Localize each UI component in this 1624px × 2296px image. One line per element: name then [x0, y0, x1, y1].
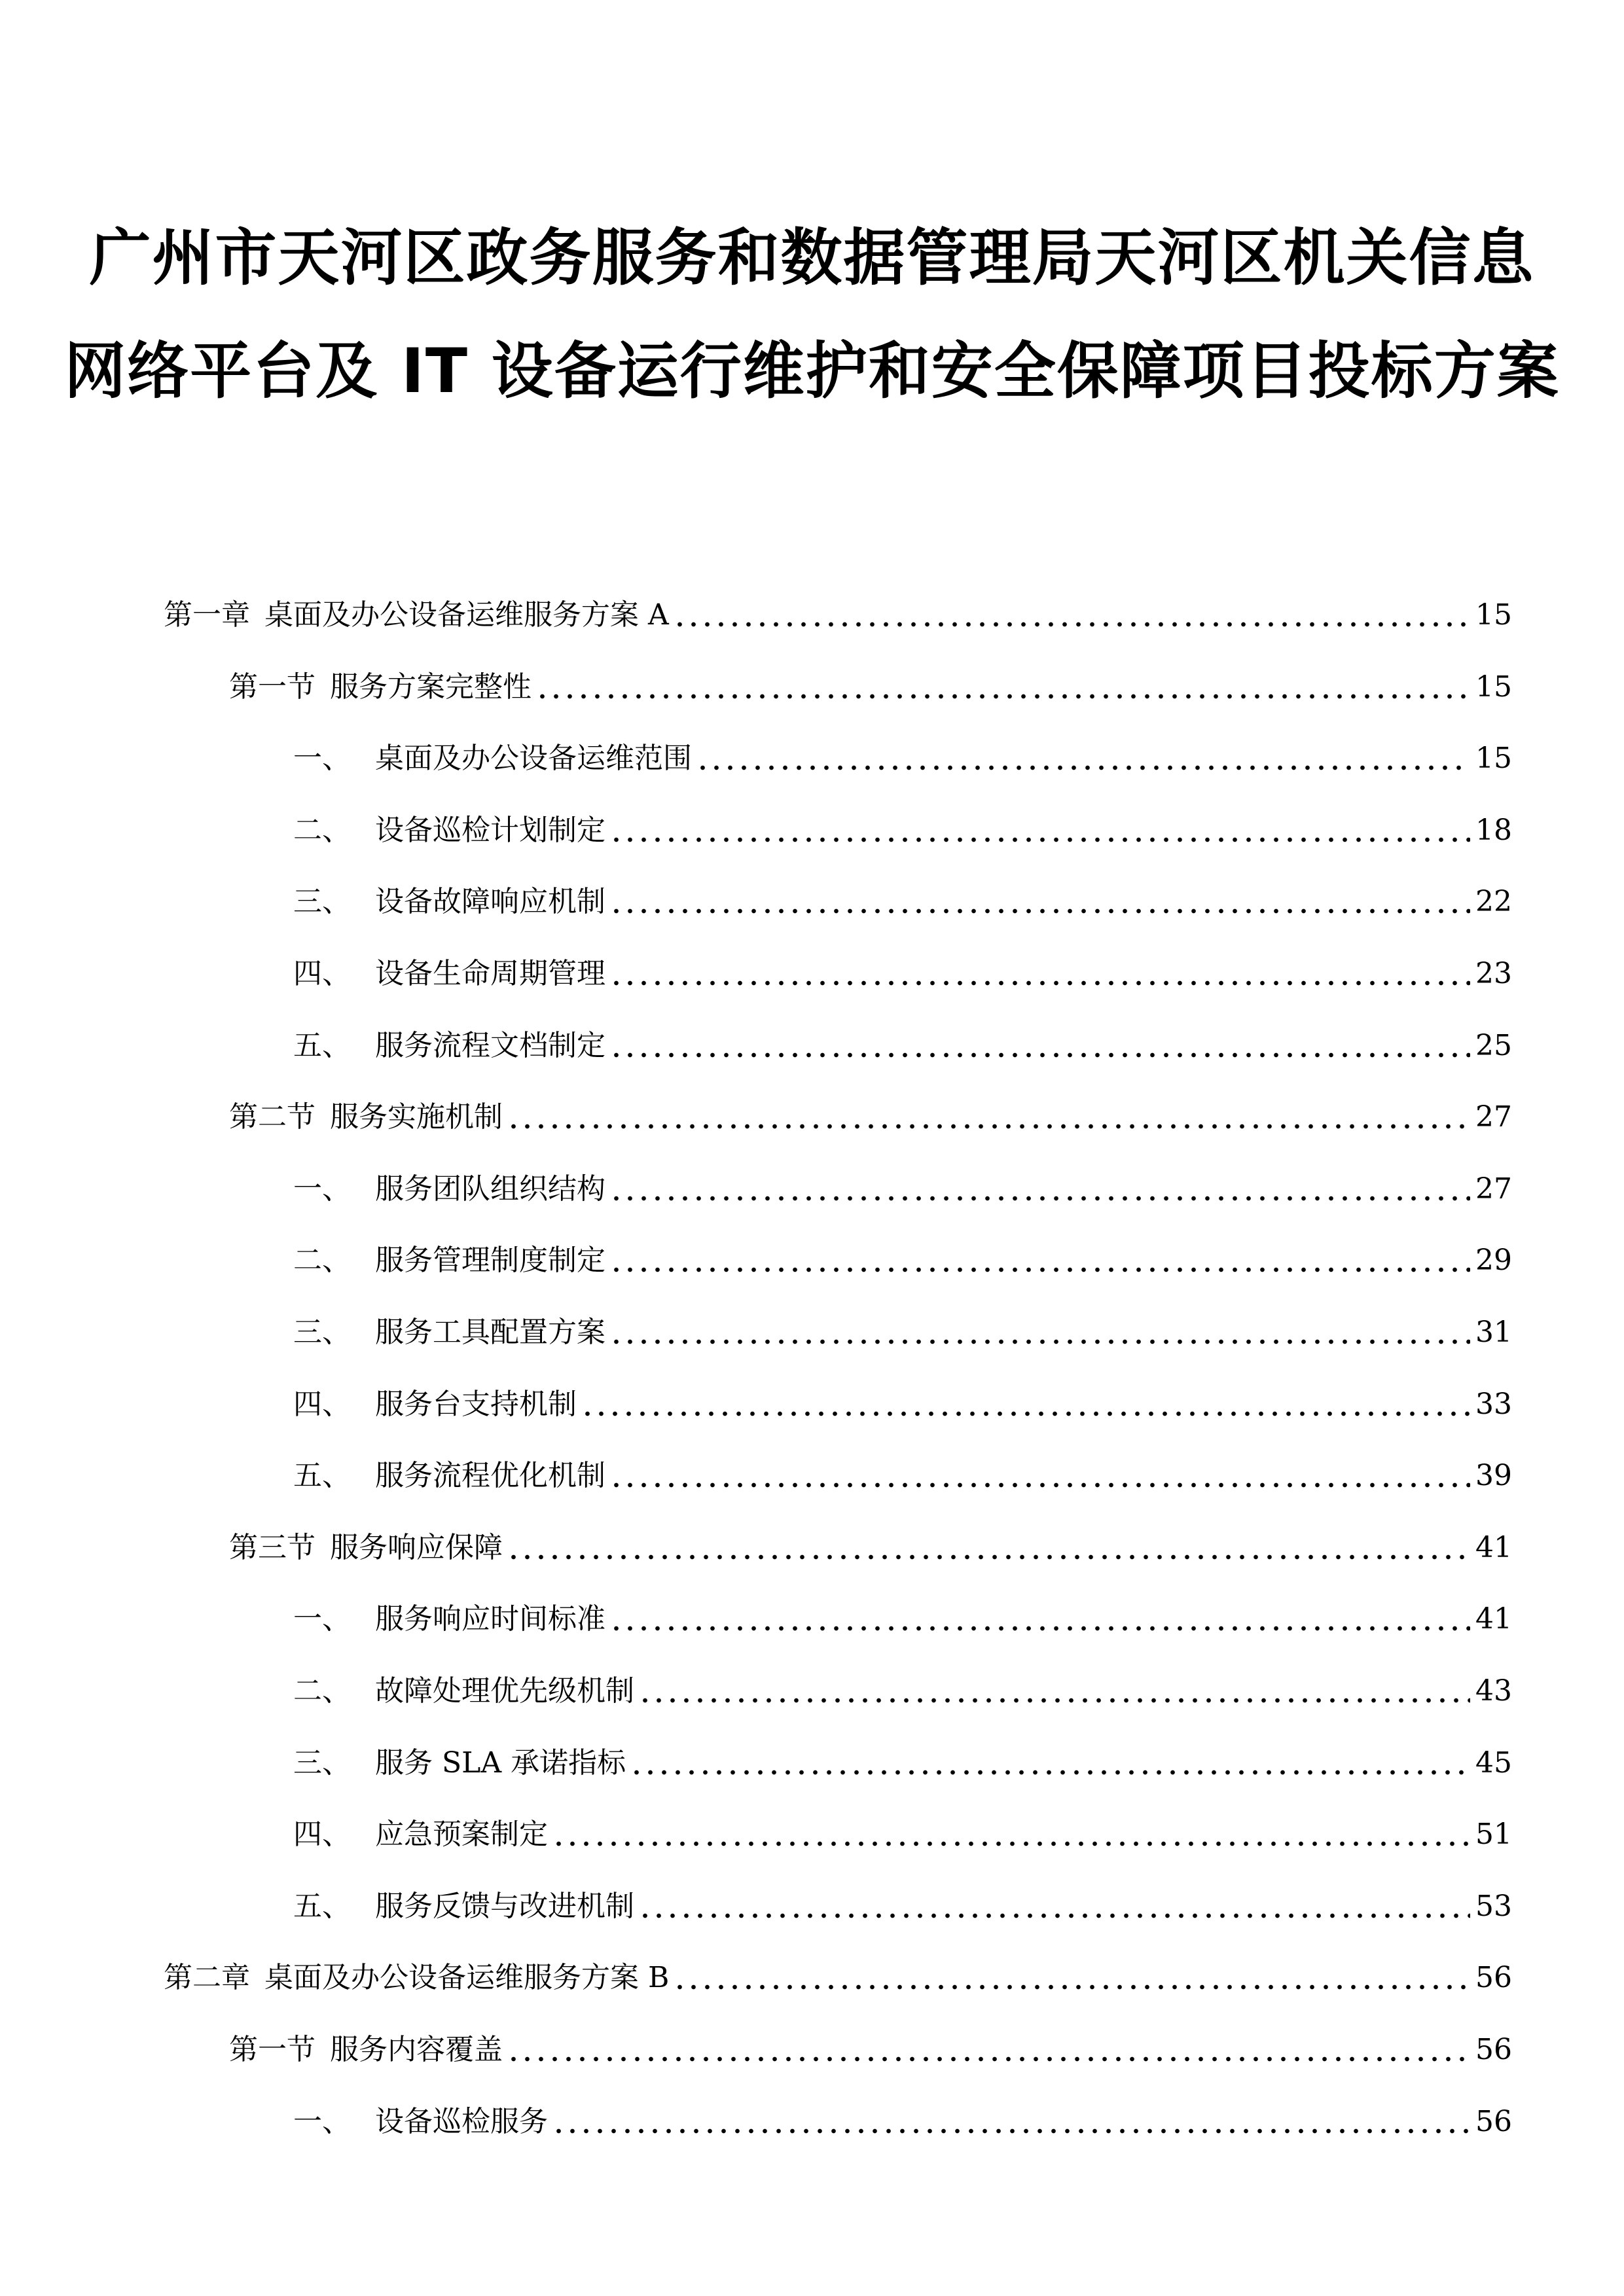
toc-entry-number: 五、 — [293, 1890, 351, 1923]
toc-entry-page-number: 31 — [1475, 1316, 1512, 1349]
toc-dot-leader — [609, 1023, 1470, 1069]
toc-entry-number: 四、 — [293, 1388, 351, 1421]
toc-entry-label — [164, 592, 669, 638]
toc-dot-leader — [609, 1310, 1470, 1355]
toc-entry-title: 服务方案完整性 — [330, 670, 532, 704]
toc-dot-leader — [535, 664, 1470, 710]
toc-entry[interactable] — [293, 879, 1512, 925]
toc-entry[interactable] — [164, 592, 1512, 638]
toc-entry-title: 服务响应时间标准 — [375, 1602, 605, 1636]
toc-entry-page-number: 27 — [1475, 1100, 1512, 1134]
toc-entry-page-number: 15 — [1475, 598, 1512, 632]
toc-entry[interactable] — [293, 1310, 1512, 1355]
toc-entry[interactable] — [293, 1668, 1512, 1714]
toc-entry-label — [293, 1668, 634, 1714]
toc-entry[interactable] — [229, 664, 1512, 710]
toc-dot-leader — [609, 1596, 1470, 1642]
toc-entry-number: 第二章 — [164, 1961, 250, 1994]
toc-entry-number: 第二节 — [229, 1100, 316, 1134]
toc-entry[interactable] — [293, 736, 1512, 781]
toc-entry-page-number: 56 — [1475, 2033, 1512, 2066]
toc-entry-title: 故障处理优先级机制 — [375, 1674, 634, 1708]
toc-dot-leader — [638, 1884, 1470, 1929]
toc-entry-page-number: 18 — [1475, 814, 1512, 847]
toc-dot-leader — [507, 1525, 1470, 1571]
toc-entry-page-number: 56 — [1475, 2105, 1512, 2138]
toc-entry-page-number: 33 — [1475, 1388, 1512, 1421]
toc-entry-number: 二、 — [293, 1244, 351, 1277]
document-title-line-1: 广州市天河区政务服务和数据管理局天河区机关信息 — [89, 223, 1535, 294]
toc-entry[interactable] — [293, 1884, 1512, 1929]
toc-dot-leader — [630, 1740, 1470, 1786]
toc-dot-leader — [609, 1238, 1470, 1283]
toc-entry[interactable] — [229, 2027, 1512, 2073]
toc-entry-page-number: 56 — [1475, 1961, 1512, 1994]
toc-entry-title: 服务反馈与改进机制 — [375, 1890, 634, 1923]
toc-entry-title: 服务管理制度制定 — [375, 1244, 605, 1277]
toc-entry[interactable] — [293, 1382, 1512, 1427]
toc-entry-label — [293, 1740, 626, 1786]
toc-entry-label — [229, 2027, 503, 2073]
toc-entry[interactable] — [293, 808, 1512, 853]
toc-entry-title: 服务内容覆盖 — [330, 2033, 503, 2066]
toc-entry-label — [293, 1453, 605, 1499]
toc-entry-number: 第一节 — [229, 2033, 316, 2066]
toc-entry[interactable] — [293, 1812, 1512, 1857]
toc-entry-number: 二、 — [293, 814, 351, 847]
toc-entry-number: 四、 — [293, 957, 351, 990]
toc-entry[interactable] — [293, 1453, 1512, 1499]
toc-entry-number: 一、 — [293, 742, 351, 775]
toc-entry-title: 服务流程优化机制 — [375, 1459, 605, 1492]
toc-entry[interactable] — [229, 1094, 1512, 1140]
toc-dot-leader — [609, 808, 1470, 853]
toc-entry-number: 第三节 — [229, 1531, 316, 1564]
toc-entry-number: 五、 — [293, 1459, 351, 1492]
toc-entry-title: 设备故障响应机制 — [375, 885, 605, 918]
toc-entry-title: 桌面及办公设备运维服务方案 A — [264, 598, 669, 632]
toc-entry-page-number: 45 — [1475, 1746, 1512, 1780]
toc-entry-page-number: 41 — [1475, 1531, 1512, 1564]
toc-entry-label — [293, 879, 605, 925]
toc-entry-page-number: 39 — [1475, 1459, 1512, 1492]
toc-entry-page-number: 51 — [1475, 1818, 1512, 1851]
toc-entry[interactable] — [293, 1740, 1512, 1786]
toc-entry-label — [293, 736, 692, 781]
toc-entry[interactable] — [293, 1166, 1512, 1212]
toc-entry-page-number: 15 — [1475, 742, 1512, 775]
toc-entry[interactable] — [293, 951, 1512, 997]
toc-entry-label — [293, 1166, 605, 1212]
toc-entry-number: 一、 — [293, 1172, 351, 1206]
toc-entry-label — [229, 664, 532, 710]
toc-entry-number: 一、 — [293, 1602, 351, 1636]
toc-entry-label — [293, 808, 605, 853]
toc-entry-page-number: 27 — [1475, 1172, 1512, 1206]
toc-dot-leader — [507, 1094, 1470, 1140]
toc-entry-title: 服务台支持机制 — [375, 1388, 577, 1421]
toc-dot-leader — [552, 2099, 1470, 2145]
document-title — [0, 223, 1624, 407]
toc-entry-number: 五、 — [293, 1029, 351, 1062]
toc-dot-leader — [507, 2027, 1470, 2073]
toc-entry-label — [293, 2099, 548, 2145]
toc-entry-title: 设备巡检计划制定 — [375, 814, 605, 847]
toc-dot-leader — [552, 1812, 1470, 1857]
toc-entry-page-number: 25 — [1475, 1029, 1512, 1062]
toc-entry-number: 三、 — [293, 1746, 351, 1780]
toc-dot-leader — [673, 1955, 1470, 2001]
toc-dot-leader — [609, 879, 1470, 925]
toc-entry-label — [293, 1382, 577, 1427]
toc-entry[interactable] — [229, 1525, 1512, 1571]
toc-entry-title: 设备生命周期管理 — [375, 957, 605, 990]
toc-entry-page-number: 29 — [1475, 1244, 1512, 1277]
toc-entry[interactable] — [293, 2099, 1512, 2145]
toc-entry-page-number: 53 — [1475, 1890, 1512, 1923]
toc-entry-page-number: 41 — [1475, 1602, 1512, 1636]
toc-entry-title: 桌面及办公设备运维服务方案 B — [264, 1961, 670, 1994]
toc-entry-number: 第一节 — [229, 670, 316, 704]
toc-entry-number: 一、 — [293, 2105, 351, 2138]
toc-dot-leader — [609, 951, 1470, 997]
toc-dot-leader — [696, 736, 1470, 781]
toc-entry-title: 桌面及办公设备运维范围 — [375, 742, 692, 775]
toc-entry[interactable] — [164, 1955, 1512, 2001]
toc-entry-number: 二、 — [293, 1674, 351, 1708]
toc-entry-label — [164, 1955, 669, 2001]
toc-entry-page-number: 15 — [1475, 670, 1512, 704]
toc-dot-leader — [638, 1668, 1470, 1714]
toc-dot-leader — [581, 1382, 1470, 1427]
toc-entry[interactable] — [293, 1238, 1512, 1283]
toc-entry[interactable] — [293, 1023, 1512, 1069]
toc-entry[interactable] — [293, 1596, 1512, 1642]
toc-entry-page-number: 43 — [1475, 1674, 1512, 1708]
toc-entry-title: 服务实施机制 — [330, 1100, 503, 1134]
toc-entry-page-number: 23 — [1475, 957, 1512, 990]
toc-entry-number: 四、 — [293, 1818, 351, 1851]
toc-entry-label — [293, 1884, 634, 1929]
toc-dot-leader — [609, 1453, 1470, 1499]
toc-entry-title: 服务 SLA 承诺指标 — [375, 1746, 626, 1780]
toc-entry-title: 服务团队组织结构 — [375, 1172, 605, 1206]
toc-entry-title: 设备巡检服务 — [375, 2105, 548, 2138]
toc-dot-leader — [609, 1166, 1470, 1212]
toc-entry-number: 三、 — [293, 885, 351, 918]
toc-entry-label — [229, 1525, 503, 1571]
toc-entry-title: 服务工具配置方案 — [375, 1316, 605, 1349]
toc-dot-leader — [673, 592, 1470, 638]
toc-entry-number: 第一章 — [164, 598, 250, 632]
toc-entry-label — [293, 1596, 605, 1642]
toc-entry-title: 服务响应保障 — [330, 1531, 503, 1564]
document-title-line-2: 网络平台及 IT 设备运行维护和安全保障项目投标方案 — [64, 336, 1560, 407]
toc-entry-label — [293, 1310, 605, 1355]
toc-entry-title: 服务流程文档制定 — [375, 1029, 605, 1062]
toc-entry-label — [293, 1023, 605, 1069]
toc-entry-number: 三、 — [293, 1316, 351, 1349]
toc-entry-label — [293, 1812, 548, 1857]
toc-entry-label — [229, 1094, 503, 1140]
toc-entry-label — [293, 1238, 605, 1283]
toc-entry-label — [293, 951, 605, 997]
toc-entry-page-number: 22 — [1475, 885, 1512, 918]
toc-entry-title: 应急预案制定 — [375, 1818, 548, 1851]
